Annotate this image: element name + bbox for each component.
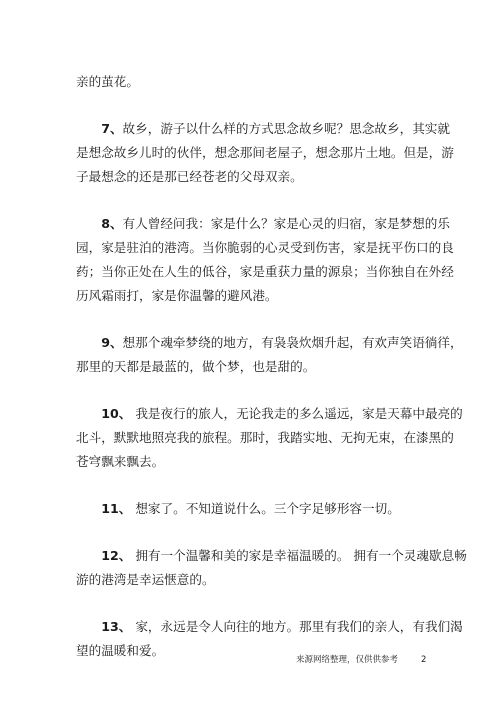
paragraph-continuation <box>76 70 426 94</box>
text-line <box>76 497 426 521</box>
text-line: 是想念故乡儿时的伙伴，想念那间老屋子，想念那片土地。但是，游 <box>76 145 454 160</box>
text-line: 游的港湾是幸运惬意的。 <box>76 572 215 587</box>
text-line <box>76 212 450 236</box>
paragraph-12 <box>76 544 467 592</box>
footer-source-note: 来源网络整理，仅供供参考 <box>296 655 399 665</box>
text-line: 药；当你正处在人生的低谷，家是重获力量的源泉；当你独自在外经 <box>76 264 454 279</box>
paragraph-10 <box>76 402 463 474</box>
text-line <box>76 402 463 426</box>
paragraph-number: 10、 <box>101 406 132 421</box>
text-line <box>76 544 467 568</box>
paragraph-number: 13、 <box>101 619 132 634</box>
text-line <box>76 117 450 141</box>
paragraph-9 <box>76 331 463 379</box>
text-fragment: 想家了。不知道说什么。三个字足够形容一切。 <box>131 501 400 516</box>
text-fragment: 家，永远是令人向往的地方。那里有我们的亲人，有我们渴 <box>131 619 463 634</box>
text-line: 历风霜雨打，家是你温馨的避风港。 <box>76 288 278 303</box>
text-line: 望的温暖和爱。 <box>76 643 165 658</box>
page-number: 2 <box>421 655 427 665</box>
paragraph-number: 12、 <box>101 548 132 563</box>
text-line <box>76 331 463 355</box>
text-line: 子最想念的还是那已经苍老的父母双亲。 <box>76 169 303 184</box>
paragraph-8 <box>76 212 454 308</box>
paragraph-7 <box>76 117 454 189</box>
paragraph-11 <box>76 497 426 521</box>
text-line: 那里的天都是最蓝的，做个梦，也是甜的。 <box>76 359 316 374</box>
text-line: 园，家是驻泊的港湾。当你脆弱的心灵受到伤害，家是抚平伤口的良 <box>76 240 454 255</box>
text-fragment: 故乡，游子以什么样的方式思念故乡呢？思念故乡，其实就 <box>122 121 450 136</box>
text-fragment: 拥有一个温馨和美的家是幸福温暖的。 拥有一个灵魂歇息畅 <box>131 548 467 563</box>
text-line: 苍穹飘来飘去。 <box>76 454 165 469</box>
text-line: 北斗，默默地照亮我的旅程。那时，我踏实地、无拘无束，在漆黑的 <box>76 430 454 445</box>
text-fragment: 有人曾经问我：家是什么？家是心灵的归宿，家是梦想的乐 <box>122 216 450 231</box>
paragraph-number: 9、 <box>101 335 123 350</box>
document-body <box>76 70 467 663</box>
text-fragment: 我是夜行的旅人，无论我走的多么遥远，家是天幕中最亮的 <box>131 406 463 421</box>
paragraph-number: 7、 <box>101 121 123 136</box>
text-line: 亲的茧花。 <box>76 74 139 89</box>
paragraph-number: 11、 <box>101 501 132 516</box>
text-fragment: 想那个魂牵梦绕的地方，有袅袅炊烟升起，有欢声笑语徜徉， <box>122 335 463 350</box>
text-line <box>76 615 463 639</box>
paragraph-number: 8、 <box>101 216 123 231</box>
